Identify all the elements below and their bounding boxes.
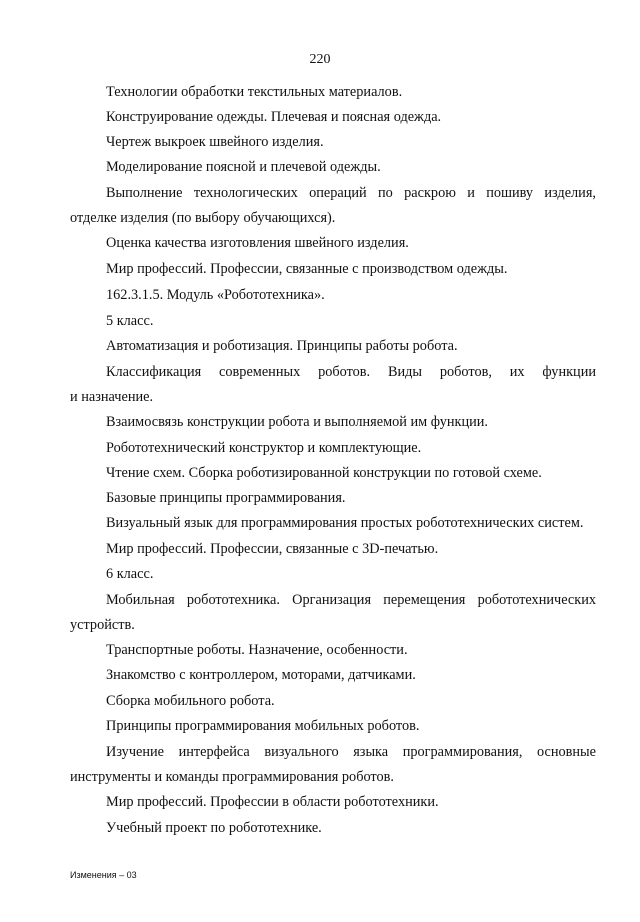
paragraph: Автоматизация и роботизация. Принципы работы робота. [106, 338, 458, 354]
paragraph: Визуальный язык для программирования простых робототехнических систем. [106, 515, 584, 531]
page-number: 220 [309, 52, 331, 67]
grade-heading: 6 класс. [106, 566, 154, 582]
paragraph: Принципы программирования мобильных роботов. [106, 718, 420, 734]
paragraph: Учебный проект по робототехнике. [106, 820, 322, 836]
paragraph: Мир профессий. Профессии в области робототехники. [106, 794, 439, 810]
paragraph: Чертеж выкроек швейного изделия. [106, 134, 324, 150]
paragraph: Знакомство с контроллером, моторами, датчиками. [106, 667, 416, 683]
paragraph: Классификация современных роботов. Виды роботов, их функции и назначение. [70, 364, 596, 405]
paragraph: Базовые принципы программирования. [106, 490, 346, 506]
section-heading: 162.3.1.5. Модуль «Робототехника». [106, 287, 325, 303]
grade-heading: 5 класс. [106, 313, 154, 329]
paragraph: Конструирование одежды. Плечевая и поясная одежда. [106, 109, 442, 125]
paragraph: Моделирование поясной и плечевой одежды. [106, 159, 381, 175]
paragraph: Сборка мобильного робота. [106, 693, 275, 709]
paragraph: Технологии обработки текстильных материалов. [106, 84, 403, 100]
paragraph: Выполнение технологических операций по раскрою и пошиву изделия, отделке изделия (по выбору обучающихся). [70, 185, 596, 226]
revision-footer: Изменения – 03 [70, 870, 137, 880]
paragraph: Транспортные роботы. Назначение, особенности. [106, 642, 408, 658]
paragraph: Робототехнический конструктор и комплектующие. [106, 440, 422, 456]
paragraph: Мобильная робототехника. Организация перемещения робототехнических устройств. [70, 592, 596, 633]
paragraph: Чтение схем. Сборка роботизированной конструкции по готовой схеме. [106, 465, 542, 481]
paragraph: Мир профессий. Профессии, связанные с 3D-печатью. [106, 541, 439, 557]
paragraph: Мир профессий. Профессии, связанные с производством одежды. [106, 261, 508, 277]
paragraph: Взаимосвязь конструкции робота и выполняемой им функции. [106, 414, 488, 430]
paragraph: Оценка качества изготовления швейного изделия. [106, 235, 409, 251]
paragraph: Изучение интерфейса визуального языка программирования, основные инструменты и команды программирования роботов. [70, 744, 596, 785]
